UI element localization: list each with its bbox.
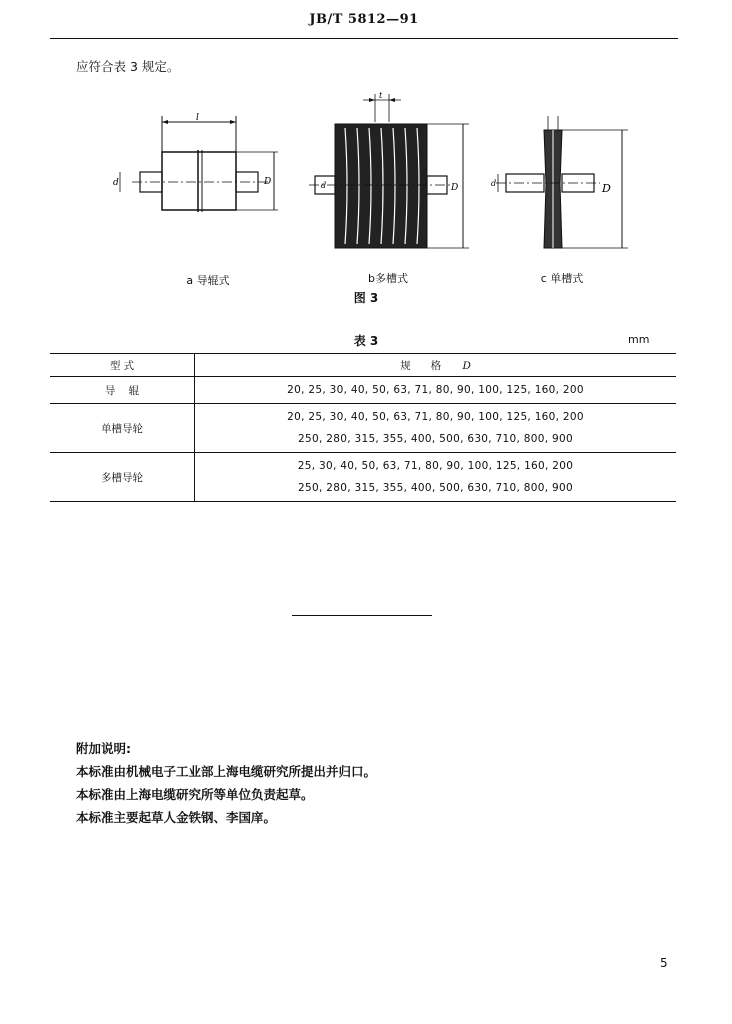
dim-label-d: d bbox=[113, 178, 119, 188]
intro-text: 应符合表 3 规定。 bbox=[76, 59, 180, 74]
dim-label-D: D bbox=[264, 177, 272, 187]
header-rule bbox=[50, 38, 678, 39]
figure-a-guide-roller bbox=[110, 112, 290, 222]
figure-b-caption: b多槽式 bbox=[368, 272, 408, 285]
dim-label-D: D bbox=[451, 183, 459, 193]
addendum-line: 本标准由机械电子工业部上海电缆研究所提出并归口。 bbox=[76, 764, 377, 779]
dim-label-t: t bbox=[379, 92, 383, 100]
values-line: 20, 25, 30, 40, 50, 63, 71, 80, 90, 100, 125, 160, 200 bbox=[287, 411, 584, 423]
row-values bbox=[195, 377, 677, 404]
dim-label-l: l bbox=[196, 113, 199, 123]
row-type: 单槽导轮 bbox=[50, 404, 195, 453]
row-type: 导 辊 bbox=[50, 377, 195, 404]
figure-a-caption: a 导辊式 bbox=[186, 274, 230, 287]
table-title: 表 3 bbox=[353, 334, 379, 348]
addendum-title: 附加说明: bbox=[76, 741, 131, 756]
addendum bbox=[76, 737, 376, 829]
row-values bbox=[195, 453, 677, 502]
header-spec-symbol: D bbox=[462, 359, 471, 372]
header-spec bbox=[195, 354, 677, 377]
figure-c-caption: c 单槽式 bbox=[540, 272, 584, 285]
table-row bbox=[50, 377, 676, 404]
table-header-row bbox=[50, 354, 676, 377]
table-row bbox=[50, 404, 676, 453]
table-row bbox=[50, 453, 676, 502]
header-spec-label: 规 格 bbox=[400, 359, 442, 372]
row-type: 多槽导轮 bbox=[50, 453, 195, 502]
values-line: 20, 25, 30, 40, 50, 63, 71, 80, 90, 100, 125, 160, 200 bbox=[287, 384, 584, 396]
values-line: 250, 280, 315, 355, 400, 500, 630, 710, 800, 900 bbox=[298, 433, 573, 445]
figure-c-single-groove bbox=[488, 112, 638, 252]
spec-table bbox=[50, 353, 676, 502]
dim-label-d: d bbox=[321, 181, 327, 190]
addendum-line: 本标准由上海电缆研究所等单位负责起草。 bbox=[76, 787, 314, 802]
values-line: 250, 280, 315, 355, 400, 500, 630, 710, 800, 900 bbox=[298, 482, 573, 494]
addendum-line: 本标准主要起草人金铁钢、李国庠。 bbox=[76, 810, 277, 825]
end-rule bbox=[292, 615, 432, 616]
figure-title: 图 3 bbox=[353, 291, 379, 305]
dim-label-D: D bbox=[602, 182, 611, 195]
header-type: 型 式 bbox=[50, 354, 195, 377]
table-unit: mm bbox=[628, 333, 650, 346]
values-line: 25, 30, 40, 50, 63, 71, 80, 90, 100, 125, 160, 200 bbox=[297, 460, 574, 472]
row-values bbox=[195, 404, 677, 453]
figure-b-multi-groove bbox=[305, 92, 475, 252]
document-code: JB/T 5812—91 bbox=[309, 12, 419, 27]
dim-label-d: d bbox=[491, 179, 497, 188]
page-number: 5 bbox=[660, 956, 668, 970]
